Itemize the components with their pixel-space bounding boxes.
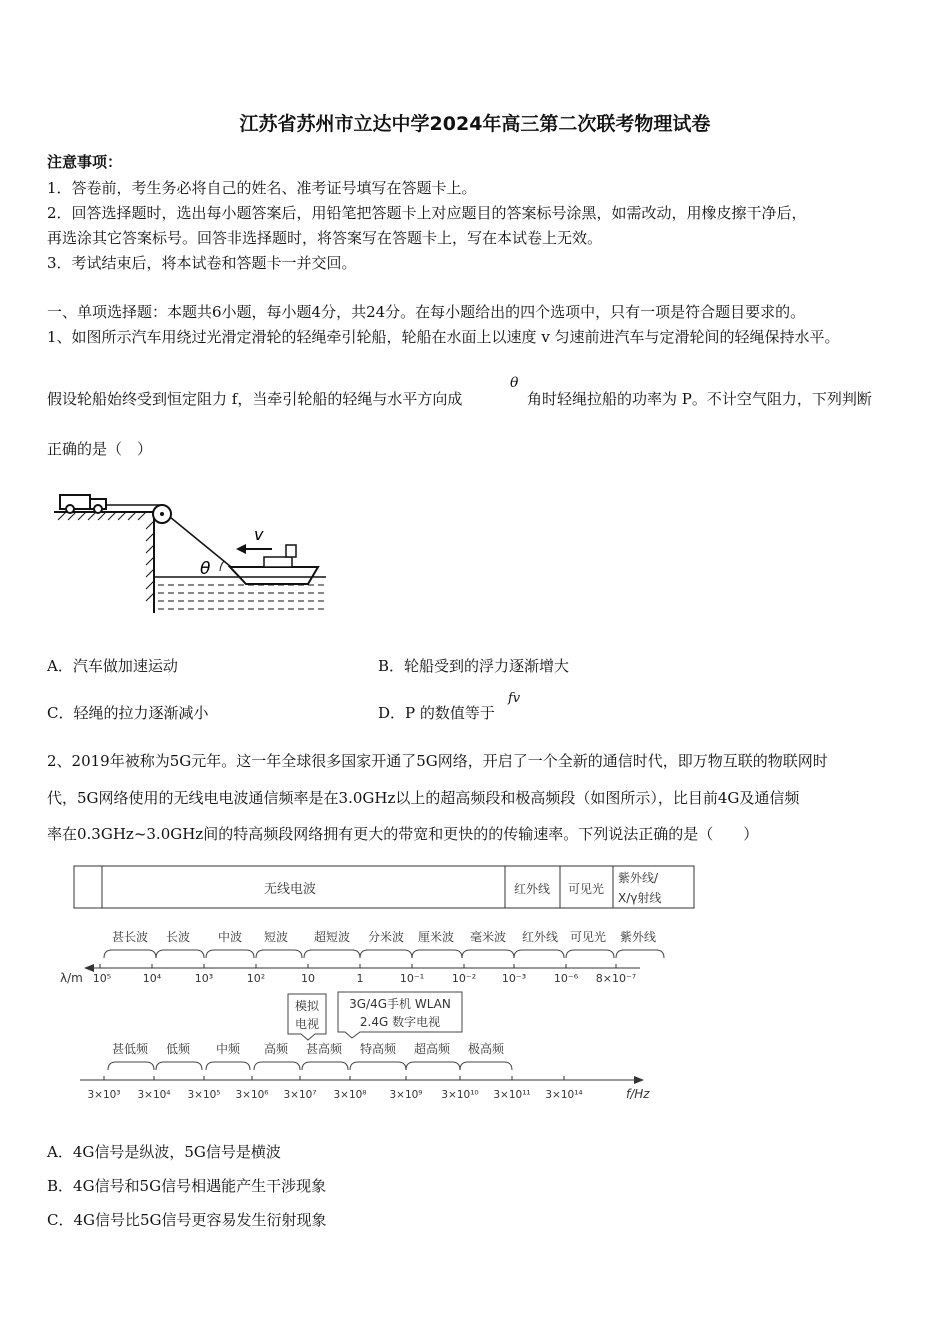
page-title: 江苏省苏州市立达中学2024年高三第二次联考物理试卷	[239, 113, 711, 135]
band-radio: 无线电波	[263, 882, 317, 897]
freq-tick-label: 3×10¹⁴	[545, 1089, 583, 1101]
freq-tick-label: 3×10⁸	[333, 1089, 367, 1101]
wave-tick-label: 10⁵	[92, 972, 112, 985]
wave-band-label: 长波	[165, 930, 191, 944]
wave-band-label: 甚长波	[111, 930, 149, 944]
note-item-2-cont: 再选涂其它答案标号。回答非选择题时，将答案写在答题卡上，写在本试卷上无效。	[47, 229, 603, 247]
q1-theta-symbol: θ	[510, 375, 519, 391]
note-item-2: 2．回答选择题时，选出每小题答案后，用铅笔把答题卡上对应题目的答案标号涂黑，如需改动，用橡皮擦干净后，	[47, 204, 807, 222]
note-item-3: 3．考试结束后，将本试卷和答题卡一并交回。	[47, 254, 357, 272]
note-item-1: 1．答卷前，考生务必将自己的姓名、准考证号填写在答题卡上。	[47, 179, 477, 197]
wave-band-label: 红外线	[521, 930, 559, 944]
freq-tick-label: 3×10⁷	[283, 1089, 317, 1101]
wave-tick-label: 8×10⁻⁷	[595, 972, 637, 985]
wave-band-label: 分米波	[367, 930, 405, 944]
wave-band-label: 超短波	[313, 930, 351, 944]
band-uv: 紫外线/	[618, 871, 659, 885]
q2-option-b: B．4G信号和5G信号相遇能产生干涉现象	[47, 1177, 327, 1195]
q2-line3: 率在0.3GHz~3.0GHz间的特高频段网络拥有更大的带宽和更快的的传输速率。下列说法正确的是（ ）	[47, 825, 759, 843]
q2-line2: 代，5G网络使用的无线电电波通信频率是在3.0GHz以上的超高频段和极高频段（如图所示），比目前4G及通信频	[47, 789, 800, 807]
wave-tick-label: 10⁴	[142, 972, 162, 985]
wave-tick-label: 1	[356, 972, 364, 985]
q1-option-d: D．P 的数值等于	[378, 704, 495, 722]
freq-tick-label: 3×10¹¹	[493, 1089, 531, 1101]
q1-figure-pulley-boat	[50, 485, 330, 620]
q1-line2-a: 假设轮船始终受到恒定阻力 f，当牵引轮船的轻绳与水平方向成	[47, 390, 463, 408]
callout-analog-tv-2: 电视	[294, 1017, 320, 1031]
q1-line3: 正确的是（ ）	[47, 440, 153, 458]
callout-analog-tv-1: 模拟	[294, 999, 320, 1013]
callout-4g-1: 3G/4G手机 WLAN	[349, 997, 451, 1011]
q2-line1: 2、2019年被称为5G元年。这一年全球很多国家开通了5G网络，开启了一个全新的通信时代，即万物互联的物联网时	[47, 752, 828, 770]
fig-theta-label: θ	[200, 559, 211, 579]
q1-line2-b: 角时轻绳拉船的功率为 P。不计空气阻力，下列判断	[527, 390, 872, 408]
wave-band-label: 厘米波	[417, 930, 455, 944]
section-heading: 一、单项选择题：本题共6小题，每小题4分，共24分。在每小题给出的四个选项中，只有一项是符合题目要求的。	[47, 303, 806, 321]
freq-tick-label: 3×10⁹	[389, 1089, 423, 1101]
wave-band-label: 紫外线	[619, 930, 657, 944]
freq-tick-label: 3×10¹⁰	[441, 1089, 479, 1101]
q1-option-c: C．轻绳的拉力逐渐减小	[47, 704, 209, 722]
q1-option-b: B．轮船受到的浮力逐渐增大	[378, 657, 570, 675]
freq-band-label: 极高频	[467, 1042, 505, 1056]
freq-band-label: 甚低频	[111, 1042, 149, 1056]
freq-tick-label: 3×10⁴	[137, 1089, 171, 1101]
fig-v-label: v	[254, 525, 264, 544]
wave-tick-label: 10⁻⁶	[553, 972, 579, 985]
wave-band-label: 短波	[263, 930, 289, 944]
band-visible: 可见光	[567, 882, 605, 896]
freq-band-label: 高频	[263, 1042, 289, 1056]
freq-band-label: 中频	[215, 1042, 241, 1056]
wave-tick-label: 10³	[194, 972, 214, 985]
q2-figure-spectrum	[60, 862, 700, 1112]
freq-band-label: 低频	[165, 1042, 191, 1056]
band-xray: X/γ射线	[618, 891, 662, 905]
q2-option-c: C．4G信号比5G信号更容易发生衍射现象	[47, 1211, 327, 1229]
q1-option-d-formula: fv	[508, 691, 521, 706]
wave-tick-label: 10⁻³	[501, 972, 527, 985]
wave-tick-label: 10	[301, 972, 315, 985]
wave-band-label: 毫米波	[469, 930, 507, 944]
wave-tick-label: 10⁻²	[451, 972, 477, 985]
freq-tick-label: 3×10⁵	[187, 1089, 221, 1101]
wave-band-label: 中波	[217, 930, 243, 944]
freq-tick-label: 3×10³	[87, 1089, 121, 1101]
freq-band-label: 特高频	[359, 1042, 397, 1056]
freq-band-label: 甚高频	[305, 1042, 343, 1056]
wave-tick-label: 10⁻¹	[399, 972, 425, 985]
wave-band-label: 可见光	[569, 930, 607, 944]
q1-line1: 1、如图所示汽车用绕过光滑定滑轮的轻绳牵引轮船，轮船在水面上以速度 v 匀速前进汽车与定滑轮间的轻绳保持水平。	[47, 328, 840, 346]
wave-axis-label: λ/m	[60, 971, 83, 985]
wave-tick-label: 10²	[246, 972, 266, 985]
truck-icon	[60, 495, 106, 513]
callout-4g-2: 2.4G 数字电视	[359, 1015, 441, 1029]
q2-option-a: A．4G信号是纵波，5G信号是横波	[47, 1143, 281, 1161]
q1-option-a: A．汽车做加速运动	[47, 657, 178, 675]
freq-tick-label: 3×10⁶	[235, 1089, 269, 1101]
band-infrared: 红外线	[513, 882, 551, 896]
freq-axis-label: f/Hz	[626, 1087, 650, 1101]
freq-band-label: 超高频	[413, 1042, 451, 1056]
notes-heading: 注意事项：	[47, 153, 123, 171]
